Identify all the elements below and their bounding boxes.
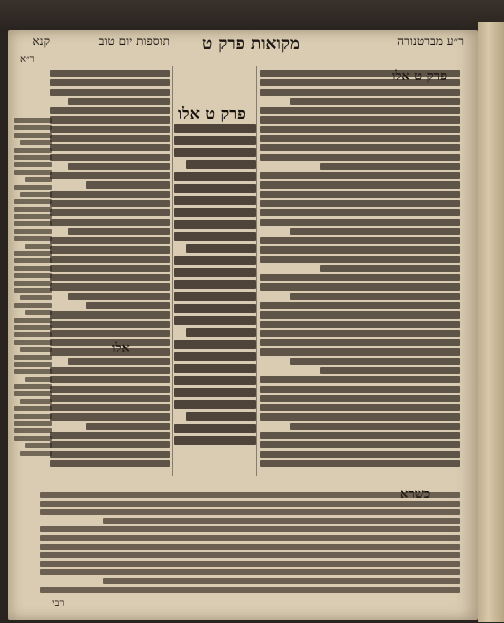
text-line	[50, 274, 170, 281]
text-line	[14, 355, 52, 360]
text-line	[260, 116, 460, 123]
text-line	[174, 220, 256, 229]
text-line	[68, 228, 170, 235]
text-line	[174, 208, 256, 217]
text-line	[174, 388, 256, 397]
text-line	[50, 144, 170, 151]
text-line	[260, 376, 460, 383]
text-line	[260, 404, 460, 411]
text-line	[290, 358, 460, 365]
text-line	[174, 136, 256, 145]
text-line	[14, 133, 52, 138]
text-line	[50, 89, 170, 96]
text-line	[14, 406, 52, 411]
text-line	[50, 432, 170, 439]
text-line	[14, 162, 52, 167]
text-line	[260, 135, 460, 142]
text-line	[14, 214, 52, 219]
text-line	[174, 184, 256, 193]
text-line	[20, 347, 52, 352]
text-line	[68, 358, 170, 365]
text-line	[14, 436, 52, 441]
text-line	[14, 318, 52, 323]
text-line	[260, 302, 460, 309]
text-line	[40, 587, 460, 593]
text-line	[260, 89, 460, 96]
header-tractate-title: מקואות פרק ט	[202, 34, 300, 54]
text-line	[20, 451, 52, 456]
text-line	[40, 552, 460, 558]
text-line	[50, 126, 170, 133]
text-line	[40, 561, 460, 567]
text-line	[174, 340, 256, 349]
text-line	[260, 386, 460, 393]
text-line	[174, 232, 256, 241]
text-line	[14, 221, 52, 226]
text-line	[40, 544, 460, 550]
text-line	[260, 432, 460, 439]
text-line	[25, 177, 52, 182]
text-line	[50, 451, 170, 458]
text-line	[320, 367, 460, 374]
text-line	[260, 154, 460, 161]
text-line	[40, 501, 460, 507]
text-line	[20, 192, 52, 197]
text-line	[40, 569, 460, 575]
text-line	[50, 200, 170, 207]
text-line	[260, 348, 460, 355]
text-line	[25, 244, 52, 249]
text-line	[20, 140, 52, 145]
scan-top-border	[0, 0, 504, 30]
text-line	[20, 295, 52, 300]
text-line	[50, 367, 170, 374]
text-line	[14, 185, 52, 190]
facing-page-edge	[478, 22, 504, 622]
text-line	[14, 303, 52, 308]
text-line	[40, 509, 460, 515]
text-line	[68, 98, 170, 105]
text-line	[40, 535, 460, 541]
text-line	[40, 526, 460, 532]
text-line	[260, 246, 460, 253]
text-line	[174, 436, 256, 445]
text-line	[25, 310, 52, 315]
text-line	[260, 79, 460, 86]
text-line	[174, 304, 256, 313]
text-line	[86, 423, 170, 430]
text-line	[50, 79, 170, 86]
text-line	[14, 384, 52, 389]
text-line	[260, 321, 460, 328]
header-commentary-title: ר״ע מברטנורה	[397, 34, 464, 48]
text-line	[14, 273, 52, 278]
text-line	[174, 364, 256, 373]
text-line	[174, 376, 256, 385]
text-line	[14, 266, 52, 271]
text-line	[20, 399, 52, 404]
text-line	[14, 125, 52, 130]
main-text-column	[174, 124, 256, 454]
text-line	[14, 229, 52, 234]
text-line	[260, 107, 460, 114]
text-line	[50, 70, 170, 77]
text-line	[25, 443, 52, 448]
text-line	[260, 144, 460, 151]
text-line	[260, 441, 460, 448]
header-folio: קנא	[32, 34, 50, 48]
text-line	[14, 155, 52, 160]
page-header	[20, 30, 470, 54]
text-line	[103, 578, 460, 584]
text-line	[68, 293, 170, 300]
text-line	[50, 395, 170, 402]
text-line	[174, 148, 256, 157]
text-line	[260, 172, 460, 179]
text-line	[14, 288, 52, 293]
text-line	[186, 160, 256, 169]
mishnah-opening-words: פרק ט אלו	[178, 104, 246, 123]
text-line	[174, 268, 256, 277]
text-line	[290, 293, 460, 300]
text-line	[50, 376, 170, 383]
text-line	[14, 362, 52, 367]
text-line	[174, 172, 256, 181]
text-line	[186, 328, 256, 337]
text-line	[50, 135, 170, 142]
text-line	[174, 400, 256, 409]
text-line	[50, 237, 170, 244]
text-line	[174, 124, 256, 133]
text-line	[50, 441, 170, 448]
text-line	[50, 265, 170, 272]
text-line	[50, 219, 170, 226]
text-line	[260, 237, 460, 244]
text-line	[14, 258, 52, 263]
text-line	[260, 460, 460, 467]
text-line	[14, 325, 52, 330]
tosafot-column-left	[50, 70, 170, 470]
text-line	[260, 200, 460, 207]
text-line	[260, 413, 460, 420]
text-line	[50, 256, 170, 263]
text-line	[174, 280, 256, 289]
text-line	[260, 330, 460, 337]
text-line	[50, 330, 170, 337]
text-line	[174, 196, 256, 205]
page-signature: ר״א	[20, 54, 35, 65]
text-line	[174, 256, 256, 265]
text-line	[14, 369, 52, 374]
text-line	[50, 283, 170, 290]
text-line	[174, 316, 256, 325]
text-line	[50, 404, 170, 411]
commentary-column-right	[260, 70, 460, 470]
text-line	[86, 302, 170, 309]
text-line	[260, 451, 460, 458]
text-line	[260, 283, 460, 290]
text-line	[50, 191, 170, 198]
text-line	[103, 518, 460, 524]
text-line	[260, 274, 460, 281]
text-line	[260, 209, 460, 216]
text-line	[14, 414, 52, 419]
text-line	[50, 460, 170, 467]
column-divider	[172, 66, 173, 476]
text-line	[40, 492, 460, 498]
text-line	[50, 311, 170, 318]
text-line	[260, 311, 460, 318]
text-line	[260, 126, 460, 133]
text-line	[50, 348, 170, 355]
text-line	[50, 154, 170, 161]
text-line	[25, 377, 52, 382]
text-line	[174, 424, 256, 433]
text-line	[320, 265, 460, 272]
text-line	[14, 236, 52, 241]
text-line	[14, 199, 52, 204]
text-line	[260, 191, 460, 198]
text-line	[50, 413, 170, 420]
text-line	[260, 256, 460, 263]
text-line	[174, 352, 256, 361]
text-line	[290, 228, 460, 235]
text-line	[320, 163, 460, 170]
text-line	[14, 391, 52, 396]
text-line	[290, 98, 460, 105]
text-line	[14, 281, 52, 286]
marginal-notes	[14, 118, 52, 468]
text-line	[50, 386, 170, 393]
text-line	[86, 181, 170, 188]
text-line	[14, 207, 52, 212]
text-line	[14, 118, 52, 123]
text-line	[260, 181, 460, 188]
text-line	[14, 332, 52, 337]
text-line	[50, 209, 170, 216]
text-line	[260, 339, 460, 346]
text-line	[14, 340, 52, 345]
text-line	[68, 163, 170, 170]
header-tosafot-title: תוספות יום טוב	[98, 34, 170, 48]
text-line	[260, 219, 460, 226]
text-line	[14, 170, 52, 175]
text-line	[50, 172, 170, 179]
text-line	[14, 421, 52, 426]
text-line	[260, 70, 460, 77]
text-line	[174, 292, 256, 301]
text-line	[290, 423, 460, 430]
bottom-commentary-block	[40, 492, 460, 602]
catchword: רבי	[52, 598, 65, 609]
text-line	[260, 395, 460, 402]
text-line	[14, 251, 52, 256]
text-line	[186, 412, 256, 421]
column-divider	[256, 66, 257, 476]
text-line	[14, 428, 52, 433]
text-line	[14, 148, 52, 153]
text-line	[50, 321, 170, 328]
text-line	[186, 244, 256, 253]
text-line	[50, 339, 170, 346]
text-line	[50, 246, 170, 253]
text-line	[50, 116, 170, 123]
text-line	[50, 107, 170, 114]
